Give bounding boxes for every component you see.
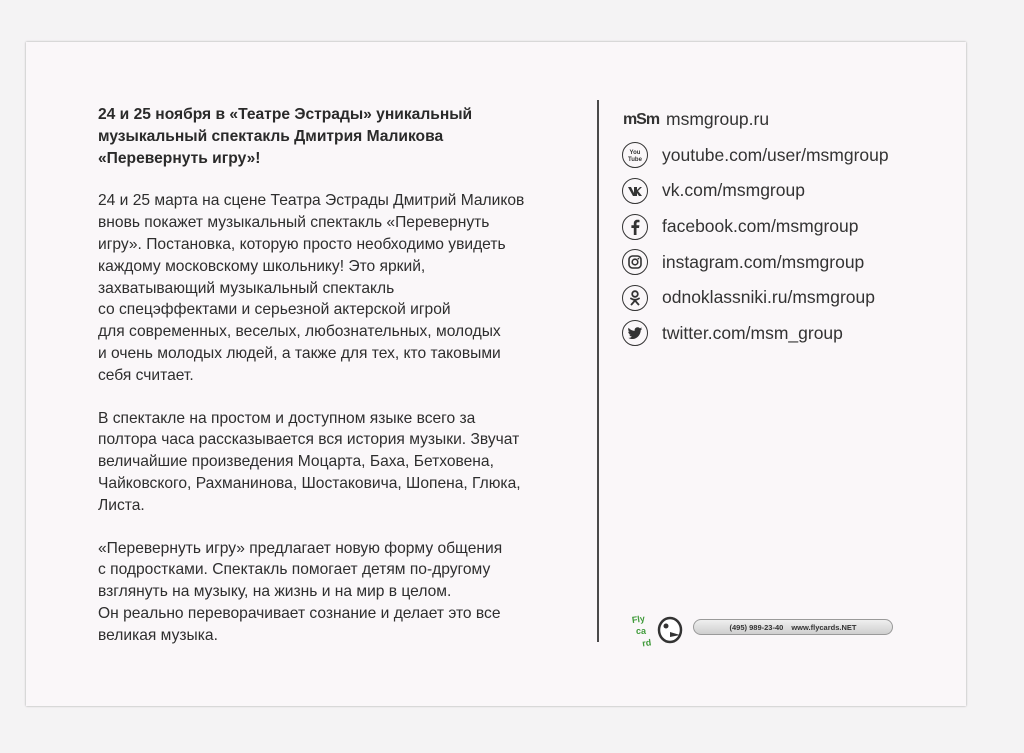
link-row-instagram[interactable] [622, 244, 889, 280]
link-text[interactable]: msmgroup.ru [666, 109, 770, 130]
instagram-icon [622, 249, 648, 275]
link-row-facebook[interactable] [622, 209, 889, 245]
headline: 24 и 25 ноября в «Театре Эстрады» уникальный музыкальный спектакль Дмитрия Маликова «Перевернуть игру»! [98, 106, 473, 167]
link-text[interactable]: youtube.com/user/msmgroup [662, 144, 889, 165]
paragraph: «Перевернуть игру» предлагает новую форму общения с подростками. Спектакль помогает детям по-другому взглянуть на музыку, на жизнь и на мир в целом. Он реально переворачивает сознание и делает это все великая музыка. [98, 539, 503, 644]
link-row-twitter[interactable] [622, 316, 889, 352]
link-text[interactable]: odnoklassniki.ru/msmgroup [662, 287, 876, 308]
link-text[interactable]: vk.com/msmgroup [662, 180, 805, 201]
link-row-vk[interactable] [622, 173, 889, 209]
paragraph: 24 и 25 марта на сцене Театра Эстрады Дмитрий Маликов вновь покажет музыкальный спектакль «Перевернуть игру». Постановка, которую просто необходимо увидеть каждому московскому школьнику! Это яркий, захватывающий музыкальный спектакль со спецэффектами и серьезной актерской игрой для современных, веселых, любознательных, молодых и очень молодых людей, а также для тех, кто таковыми себя считает. [98, 192, 525, 384]
link-text[interactable]: facebook.com/msmgroup [662, 216, 859, 237]
paragraph: В спектакле на простом и доступном языке всего за полтора часа рассказывается вся история музыки. Звучат величайшие произведения Моцарта, Баха, Бетховена, Чайковского, Рахманинова, Шостаковича, Шопена, Глюка, Листа. [98, 409, 521, 514]
social-links [622, 102, 889, 351]
vk-icon [622, 178, 648, 204]
publisher-site[interactable]: www.flycards.NET [791, 622, 857, 632]
youtube-icon [622, 142, 648, 168]
msm-logo-icon: mSm [622, 110, 660, 128]
twitter-icon [622, 320, 648, 346]
svg-text:You: You [629, 150, 641, 157]
publisher-phone: (495) 989-23-40 [729, 622, 784, 632]
svg-text:Fly: Fly [631, 613, 646, 626]
postcard [26, 42, 966, 706]
svg-text:Tube: Tube [628, 157, 642, 164]
link-text[interactable]: twitter.com/msm_group [662, 322, 843, 343]
svg-text:ca: ca [636, 626, 647, 636]
link-row-msmgroup[interactable] [622, 102, 889, 138]
link-row-odnoklassniki[interactable] [622, 280, 889, 316]
link-row-youtube[interactable] [622, 138, 889, 174]
facebook-icon [622, 214, 648, 240]
odnoklassniki-icon [622, 285, 648, 311]
flycards-logo [630, 610, 686, 650]
publisher-info-pill [693, 619, 893, 635]
link-text[interactable]: instagram.com/msmgroup [662, 251, 865, 272]
svg-text:rd: rd [641, 637, 652, 649]
vertical-divider [597, 100, 599, 642]
article [98, 104, 568, 668]
